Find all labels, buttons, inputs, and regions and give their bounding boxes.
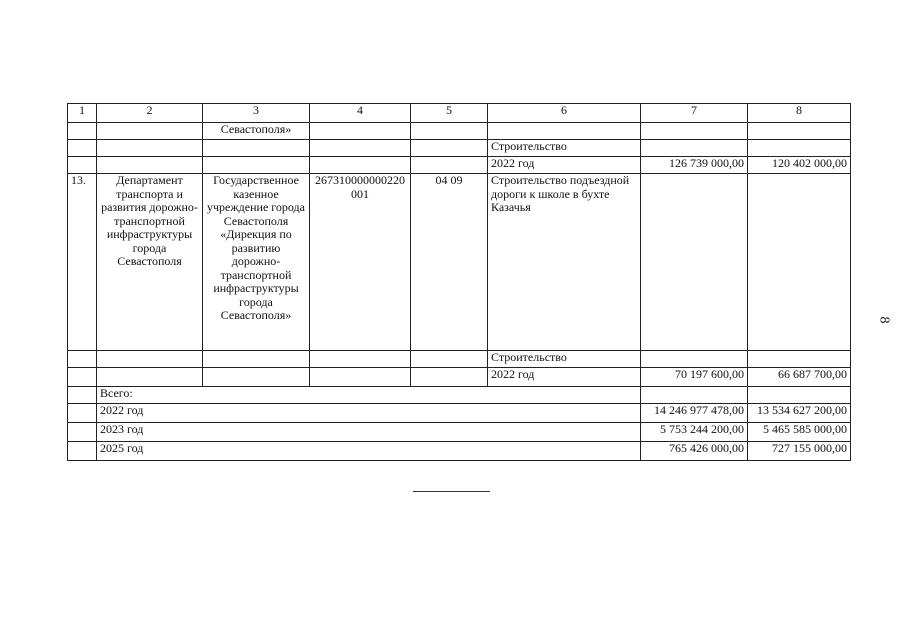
department-cell: Департамент транспорта и развития дорожно-транспортной инфраструктуры города Севастополя <box>97 174 203 351</box>
table-row <box>68 351 851 368</box>
budget-table <box>67 103 851 461</box>
totals-row <box>68 442 851 461</box>
year-cell: 2022 год <box>488 157 641 174</box>
header-col-8: 8 <box>748 104 851 123</box>
header-col-4: 4 <box>310 104 411 123</box>
header-col-3: 3 <box>203 104 310 123</box>
table-row <box>68 157 851 174</box>
totals-col8: 13 534 627 200,00 <box>748 404 851 423</box>
end-divider <box>413 491 490 492</box>
page-number: 8 <box>876 316 892 324</box>
totals-year: 2022 год <box>97 404 641 423</box>
totals-col8: 727 155 000,00 <box>748 442 851 461</box>
year-cell: 2022 год <box>488 368 641 387</box>
totals-year: 2023 год <box>97 423 641 442</box>
header-col-7: 7 <box>641 104 748 123</box>
item-number: 13. <box>68 174 97 351</box>
totals-col7: 14 246 977 478,00 <box>641 404 748 423</box>
totals-col7: 5 753 244 200,00 <box>641 423 748 442</box>
totals-label: Всего: <box>97 387 641 404</box>
object-type-cell: Строительство <box>488 140 641 157</box>
amount-col7: 126 739 000,00 <box>641 157 748 174</box>
table-row-item-13 <box>68 174 851 351</box>
header-col-2: 2 <box>97 104 203 123</box>
totals-col7: 765 426 000,00 <box>641 442 748 461</box>
code-cell: 267310000000220001 <box>310 174 411 351</box>
table-row <box>68 368 851 387</box>
object-name-cell: Строительство подъездной дороги к школе в бухте Казачья <box>488 174 641 351</box>
section-cell: 04 09 <box>411 174 488 351</box>
header-col-5: 5 <box>411 104 488 123</box>
object-type-cell: Строительство <box>488 351 641 368</box>
totals-col8: 5 465 585 000,00 <box>748 423 851 442</box>
amount-col8: 66 687 700,00 <box>748 368 851 387</box>
amount-col7: 70 197 600,00 <box>641 368 748 387</box>
totals-row <box>68 404 851 423</box>
totals-row <box>68 423 851 442</box>
totals-year: 2025 год <box>97 442 641 461</box>
header-row <box>68 104 851 123</box>
header-col-1: 1 <box>68 104 97 123</box>
institution-cell: Государственное казенное учреждение города Севастополя «Дирекция по развитию дорожно-транспортной инфраструктуры города Севастополя» <box>203 174 310 351</box>
table-row <box>68 123 851 140</box>
totals-label-row <box>68 387 851 404</box>
amount-col8: 120 402 000,00 <box>748 157 851 174</box>
table-row <box>68 140 851 157</box>
header-col-6: 6 <box>488 104 641 123</box>
institution-cell-continued: Севастополя» <box>203 123 310 140</box>
